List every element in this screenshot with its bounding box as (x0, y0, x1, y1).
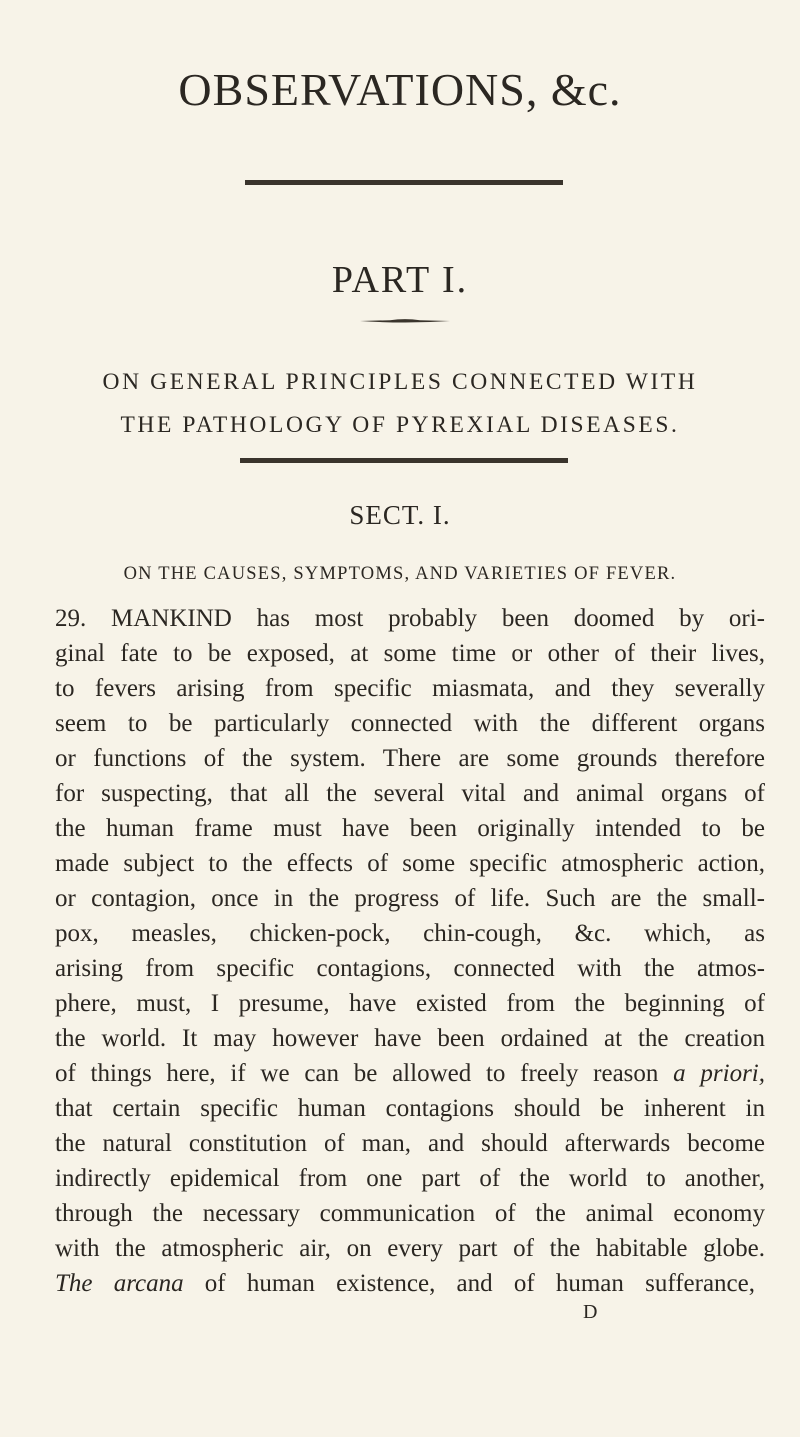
part-heading: PART I. (331, 259, 469, 301)
italic-phrase: The arcana (55, 1270, 184, 1297)
text-line: the world. It may however have been ordained at the creation (55, 1025, 765, 1052)
text-line-with-italic (55, 1057, 765, 1091)
subtitle-rule (240, 458, 568, 463)
italic-phrase: a priori, (673, 1060, 765, 1087)
text-line-with-italic (55, 1267, 755, 1301)
text-line: the natural constitution of man, and should afterwards become (55, 1130, 765, 1157)
text-line: or functions of the system. There are some grounds therefore (55, 745, 765, 772)
section-subheading: ON THE CAUSES, SYMPTOMS, AND VARIETIES OF FEVER. (123, 564, 677, 584)
text-line: the human frame must have been originally intended to be (55, 815, 765, 842)
ornament-divider (360, 318, 450, 324)
section-heading: SECT. I. (349, 500, 451, 530)
text-line: or contagion, once in the progress of life. Such are the small- (55, 885, 765, 912)
text-line: phere, must, I presume, have existed from the beginning of (55, 990, 765, 1017)
text-line: pox, measles, chicken-pock, chin-cough, &c. which, as (55, 920, 765, 947)
text-line: 29. MANKIND has most probably been doomed by ori- (55, 605, 765, 632)
part-subtitle-line-2: THE PATHOLOGY OF PYREXIAL DISEASES. (120, 412, 680, 438)
page-title: OBSERVATIONS, &c. (178, 64, 622, 115)
text-line: made subject to the effects of some specific atmospheric action, (55, 850, 765, 877)
text-line: indirectly epidemical from one part of the world to another, (55, 1165, 765, 1192)
text-line: through the necessary communication of the animal economy (55, 1200, 765, 1227)
text-line: ginal fate to be exposed, at some time or other of their lives, (55, 640, 765, 667)
text-segment: of things here, if we can be allowed to freely reason (55, 1060, 674, 1087)
text-line: to fevers arising from specific miasmata, and they severally (55, 675, 765, 702)
text-line: seem to be particularly connected with the different organs (55, 710, 765, 737)
text-line: arising from specific contagions, connected with the atmos- (55, 955, 765, 982)
part-subtitle-line-1: ON GENERAL PRINCIPLES CONNECTED WITH (102, 369, 698, 395)
title-rule (245, 180, 563, 185)
text-line: for suspecting, that all the several vital and animal organs of (55, 780, 765, 807)
text-line: that certain specific human contagions should be inherent in (55, 1095, 765, 1122)
text-line: with the atmospheric air, on every part of the habitable globe. (55, 1235, 765, 1262)
text-segment: of human existence, and of human sufferance, (183, 1270, 755, 1297)
signature-mark: D (583, 1301, 598, 1323)
